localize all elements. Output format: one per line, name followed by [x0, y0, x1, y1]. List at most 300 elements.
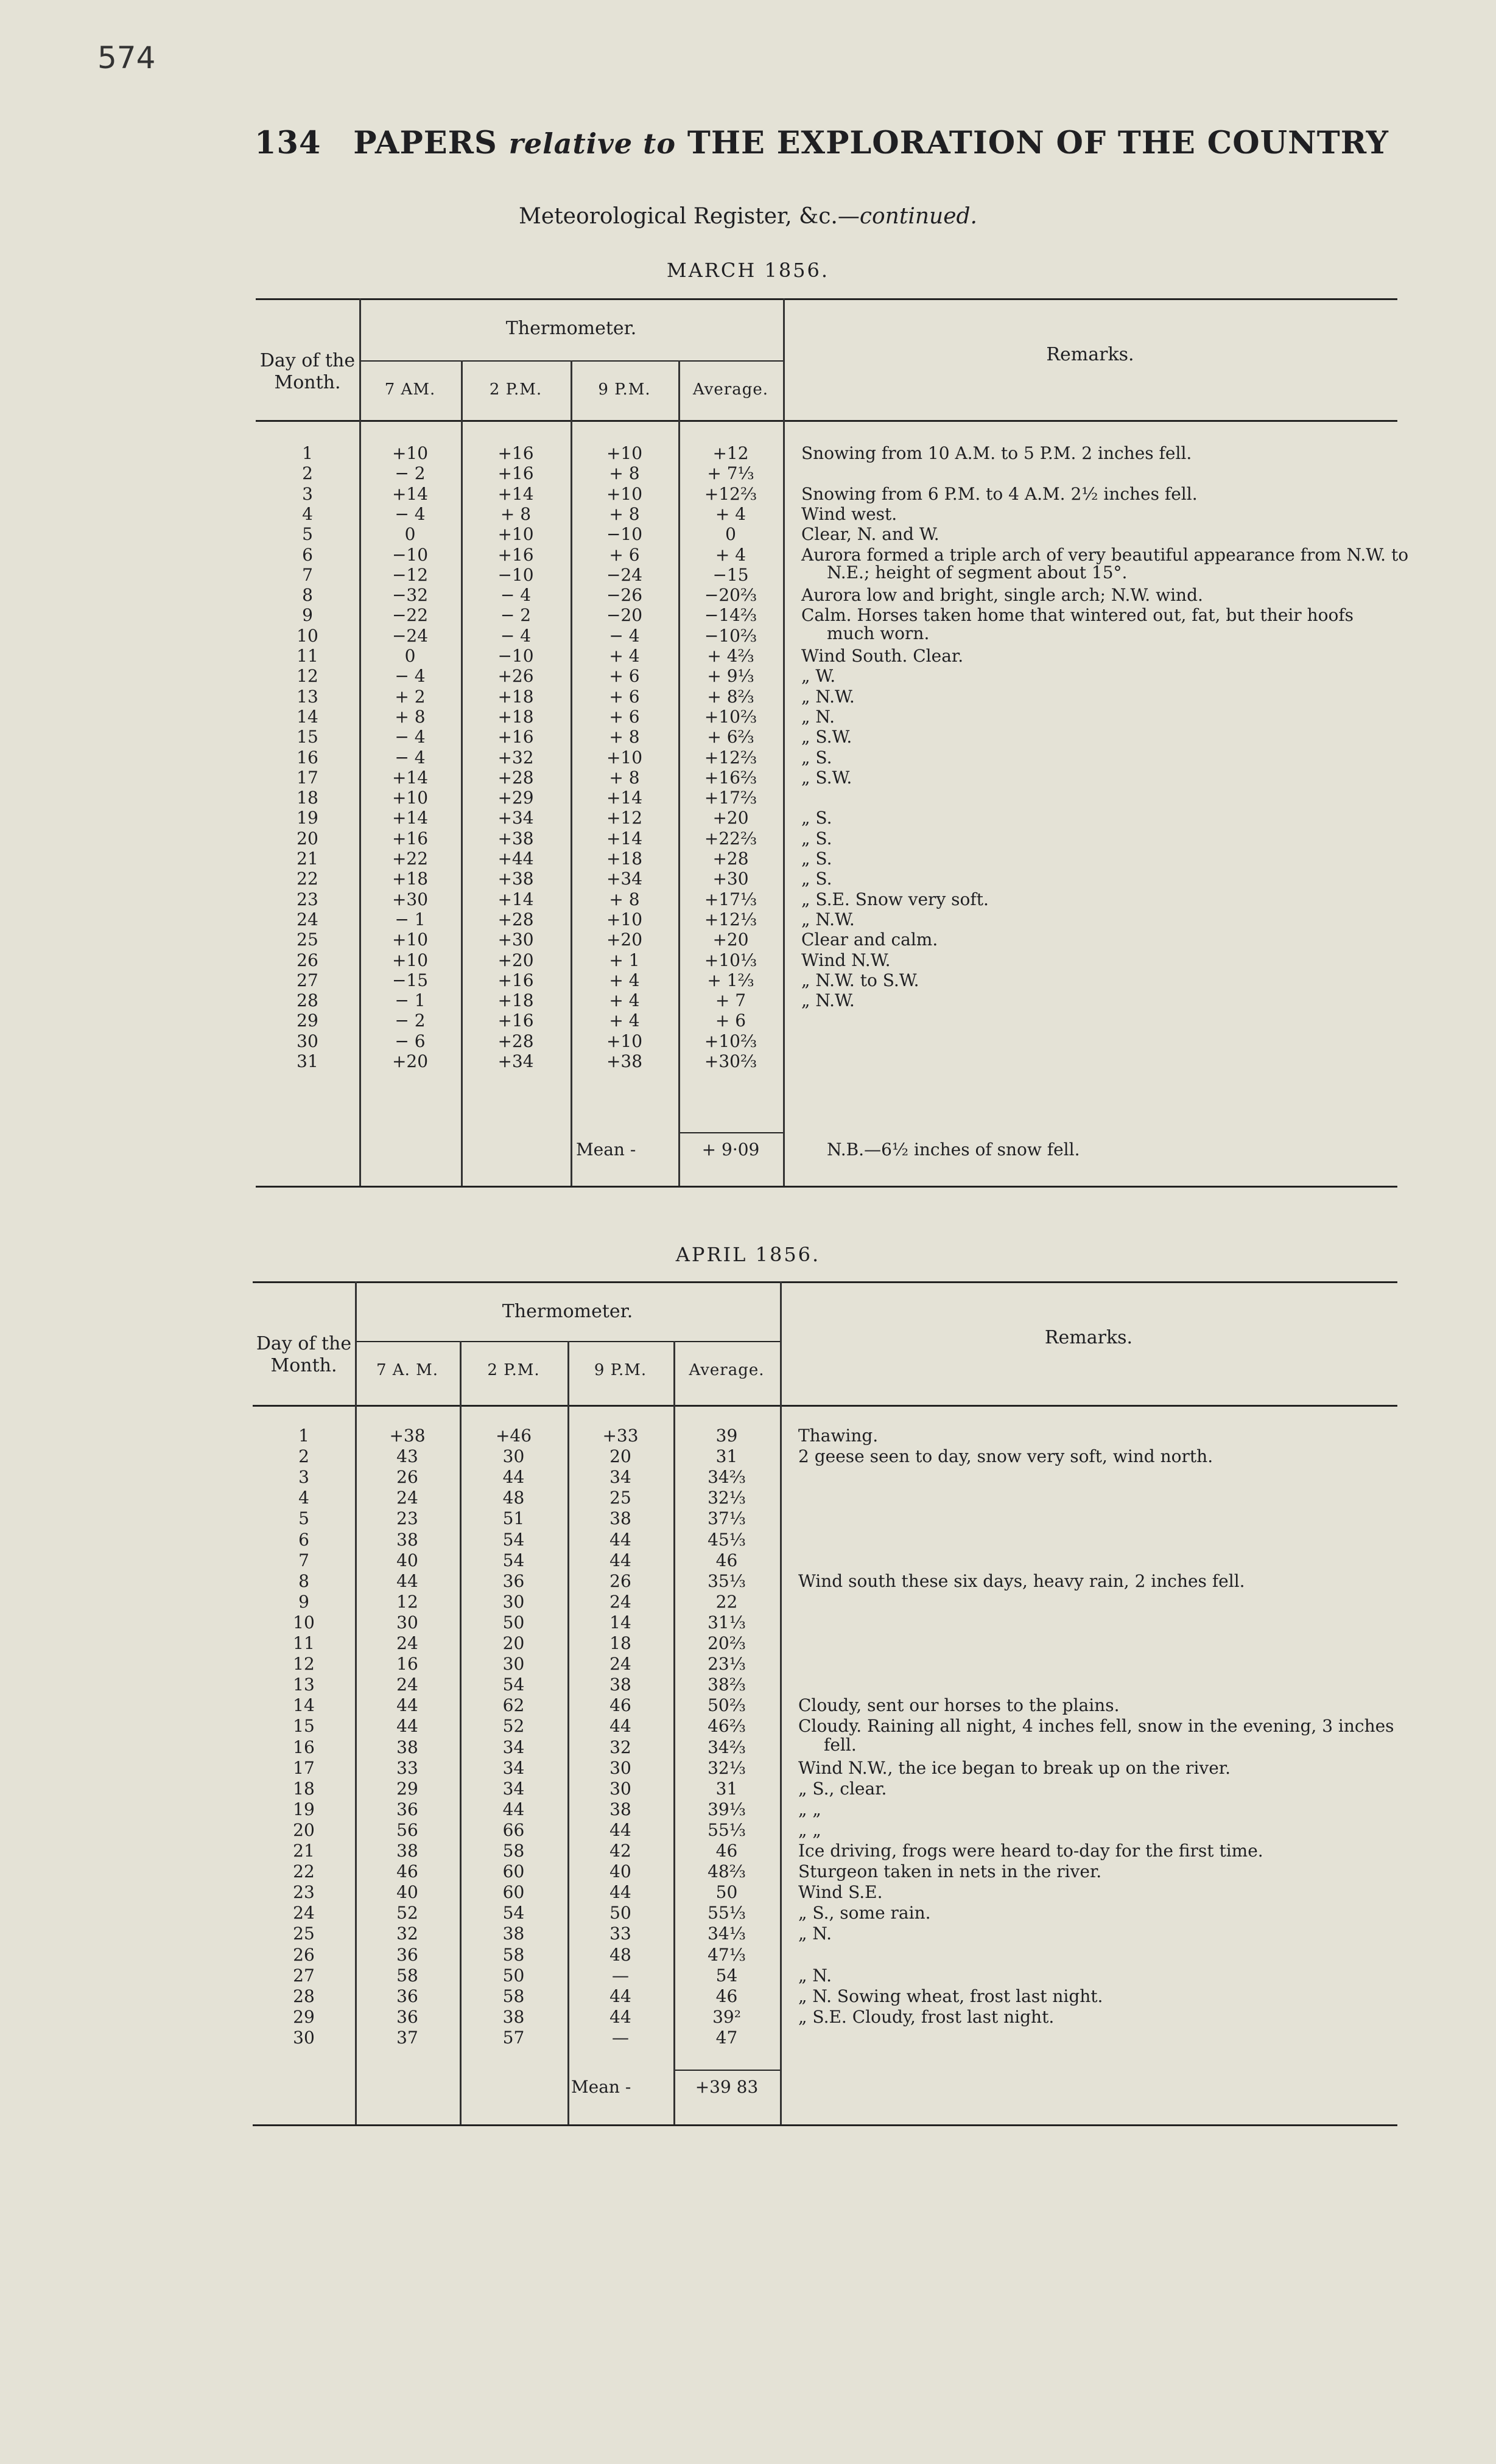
cell-average: 39⅓ [708, 1799, 746, 1819]
cell-7am: 40 [396, 1550, 418, 1570]
remark-text: Aurora formed a triple arch of very beautiful appearance from N.W. to [801, 544, 1409, 565]
day-cell: 28 [293, 1986, 315, 2006]
remark-text: „ S. [801, 828, 832, 849]
cell-2pm: 54 [502, 1529, 525, 1550]
remark-text: Clear, N. and W. [801, 524, 939, 545]
top-rule [256, 298, 1397, 300]
header-relative: relative to [508, 127, 676, 160]
day-cell: 28 [297, 990, 318, 1011]
cell-average: 34⅔ [708, 1467, 746, 1488]
mean-value: +39 83 [695, 2077, 759, 2097]
cell-2pm: 54 [502, 1903, 525, 1923]
cell-2pm: 62 [502, 1695, 525, 1716]
remark-text: Ice driving, frogs were heard to-day for the first time. [798, 1841, 1263, 1861]
header-bottom-rule [256, 420, 1397, 422]
cell-average: 48⅔ [708, 1861, 746, 1882]
remark-text: Clear and calm. [801, 929, 938, 950]
cell-average: 38⅔ [708, 1675, 746, 1695]
remark-text: „ S. [801, 808, 832, 828]
cell-average: +12⅓ [704, 909, 757, 929]
cell-9pm: 44 [609, 1986, 631, 2006]
cell-9pm: + 4 [609, 646, 640, 666]
cell-9pm: 38 [609, 1508, 631, 1529]
cell-2pm: 30 [502, 1591, 525, 1612]
cell-9pm: 46 [609, 1695, 631, 1716]
cell-9pm: −24 [606, 564, 643, 585]
mean-value: + 9·09 [701, 1139, 760, 1160]
remark-text: much worn. [827, 623, 930, 644]
march-title: MARCH 1856. [666, 259, 830, 282]
col-2pm-header: 2 P.M. [487, 1361, 540, 1379]
cell-9pm: + 8 [609, 463, 640, 484]
remark-text: „ N.W. [801, 686, 855, 707]
cell-2pm: + 8 [500, 503, 532, 524]
cell-7am: 16 [396, 1654, 418, 1675]
cell-average: +28 [712, 849, 749, 869]
cell-9pm: 44 [609, 1882, 631, 1903]
remark-text: Wind south these six days, heavy rain, 2 inches fell. [798, 1570, 1245, 1591]
day-cell: 21 [293, 1841, 315, 1861]
remark-text: „ N.W. to S.W. [801, 970, 919, 990]
cell-9pm: 30 [609, 1778, 631, 1799]
cell-9pm: + 8 [609, 727, 640, 747]
cell-average: +12⅔ [704, 747, 757, 768]
cell-average: 31⅓ [708, 1612, 746, 1633]
cell-2pm: +28 [497, 767, 534, 788]
cell-2pm: 44 [502, 1467, 525, 1488]
cell-7am: 23 [396, 1508, 418, 1529]
cell-average: 39 [715, 1426, 738, 1446]
day-cell: 5 [298, 1508, 309, 1529]
cell-2pm: +18 [497, 686, 534, 707]
remark-text: „ S.W. [801, 727, 852, 747]
remarks-header: Remarks. [1046, 344, 1134, 365]
cell-7am: −24 [392, 625, 429, 646]
remark-text: „ N. Sowing wheat, frost last night. [798, 1986, 1103, 2006]
cell-7am: − 2 [395, 1010, 426, 1031]
cell-average: + 6⅔ [707, 727, 754, 747]
day-cell: 6 [298, 1529, 309, 1550]
remark-text: fell. [824, 1735, 857, 1755]
day-cell: 10 [293, 1612, 315, 1633]
cell-2pm: +46 [495, 1426, 532, 1446]
day-cell: 1 [298, 1426, 309, 1446]
thermometer-header: Thermometer. [502, 1301, 633, 1322]
cell-7am: 36 [396, 2006, 418, 2027]
remarks-header: Remarks. [1044, 1327, 1133, 1348]
cell-average: + 1⅔ [707, 970, 754, 990]
cell-average: + 9⅓ [707, 666, 754, 687]
header-left: PAPERS [353, 125, 497, 161]
col-2pm-header: 2 P.M. [489, 380, 543, 399]
cell-2pm: 38 [502, 2006, 525, 2027]
cell-2pm: +18 [497, 990, 534, 1011]
day-cell: 26 [297, 950, 318, 970]
day-cell: 11 [297, 646, 318, 666]
cell-2pm: 30 [502, 1654, 525, 1675]
cell-2pm: +14 [497, 889, 534, 909]
cell-2pm: 34 [502, 1778, 525, 1799]
cell-7am: +16 [392, 828, 429, 849]
cell-7am: 24 [396, 1488, 418, 1508]
cell-7am: +18 [392, 869, 429, 889]
cell-9pm: 44 [609, 1529, 631, 1550]
cell-2pm: 57 [502, 2027, 525, 2048]
cell-2pm: +16 [497, 727, 534, 747]
day-cell: 19 [297, 808, 318, 828]
remark-text: Thawing. [798, 1426, 879, 1446]
cell-average: +10⅓ [704, 950, 757, 970]
cell-average: + 7⅓ [707, 463, 754, 484]
cell-2pm: − 4 [500, 625, 532, 646]
day-cell: 9 [302, 605, 313, 626]
cell-2pm: 38 [502, 1923, 525, 1944]
mean-rule [673, 2070, 780, 2071]
cell-7am: +38 [389, 1426, 426, 1446]
cell-2pm: 58 [502, 1944, 525, 1965]
cell-9pm: +20 [606, 929, 643, 950]
cell-2pm: +26 [497, 666, 534, 687]
cell-9pm: +10 [606, 443, 643, 463]
day-cell: 2 [302, 463, 313, 484]
cell-average: 45⅓ [708, 1529, 746, 1550]
april-title: APRIL 1856. [675, 1243, 821, 1266]
cell-7am: 29 [396, 1778, 418, 1799]
cell-2pm: +18 [497, 706, 534, 727]
remark-text: Sturgeon taken in nets in the river. [798, 1861, 1102, 1882]
cell-7am: +14 [392, 767, 429, 788]
cell-7am: 46 [396, 1861, 418, 1882]
cell-2pm: +16 [497, 1010, 534, 1031]
cell-9pm: + 8 [609, 767, 640, 788]
day-cell: 16 [293, 1737, 315, 1757]
day-cell: 24 [293, 1903, 315, 1923]
day-cell: 21 [297, 849, 318, 869]
cell-9pm: 44 [609, 2006, 631, 2027]
cell-7am: 58 [396, 1965, 418, 1986]
cell-average: 39² [712, 2006, 741, 2027]
cell-9pm: 24 [609, 1591, 631, 1612]
cell-average: +12 [712, 443, 749, 463]
cell-9pm: 44 [609, 1716, 631, 1737]
day-cell: 14 [293, 1695, 315, 1716]
cell-7am: − 1 [395, 909, 426, 929]
cell-7am: +10 [392, 443, 429, 463]
cell-average: + 4⅔ [707, 646, 754, 666]
cell-9pm: 30 [609, 1757, 631, 1778]
day-cell: 27 [297, 970, 318, 990]
cell-2pm: 50 [502, 1612, 525, 1633]
cell-2pm: 58 [502, 1986, 525, 2006]
day-cell: 4 [298, 1488, 309, 1508]
cell-7am: 36 [396, 1986, 418, 2006]
subtitle-continued: continued. [859, 204, 977, 229]
day-cell: 25 [293, 1923, 315, 1944]
day-cell: 8 [302, 585, 313, 606]
day-cell: 30 [293, 2027, 315, 2048]
remark-text: „ S.E. Snow very soft. [801, 889, 989, 909]
cell-7am: +30 [392, 889, 429, 909]
cell-7am: − 2 [395, 463, 426, 484]
remark-text: „ S. [801, 869, 832, 889]
day-cell: 29 [297, 1010, 318, 1031]
cell-average: 46 [715, 1841, 738, 1861]
cell-9pm: 33 [609, 1923, 631, 1944]
day-cell: 16 [297, 747, 318, 768]
day-cell: 17 [297, 767, 318, 788]
cell-7am: +22 [392, 849, 429, 869]
cell-2pm: 44 [502, 1799, 525, 1819]
remark-text: Wind S.E. [798, 1882, 883, 1903]
cell-9pm: 50 [609, 1903, 631, 1923]
cell-7am: 32 [396, 1923, 418, 1944]
cell-average: + 6 [715, 1010, 746, 1031]
cell-2pm: −10 [497, 564, 534, 585]
cell-average: 23⅓ [708, 1654, 746, 1675]
column-divider [780, 1281, 782, 2124]
cell-9pm: +10 [606, 909, 643, 929]
cell-average: 32⅓ [708, 1488, 746, 1508]
cell-2pm: +44 [497, 849, 534, 869]
day-cell: 3 [302, 483, 313, 504]
cell-average: + 8⅔ [707, 686, 754, 707]
day-cell: 29 [293, 2006, 315, 2027]
remark-text: „ S. [801, 849, 832, 869]
remark-text: „ S., clear. [798, 1778, 887, 1799]
cell-7am: − 4 [395, 747, 426, 768]
cell-7am: 37 [396, 2027, 418, 2048]
header-page-number: 134 [255, 125, 321, 161]
day-cell: 20 [297, 828, 318, 849]
remark-text: Snowing from 10 A.M. to 5 P.M. 2 inches fell. [801, 443, 1192, 463]
remark-text: Calm. Horses taken home that wintered out, fat, but their hoofs [801, 605, 1354, 626]
cell-average: 46⅔ [708, 1716, 746, 1737]
remark-text: „ S.W. [801, 767, 852, 788]
remark-text: „ „ [798, 1819, 821, 1840]
col-7am-header: 7 A. M. [376, 1361, 438, 1379]
cell-9pm: + 1 [609, 950, 640, 970]
day-cell: 30 [297, 1031, 318, 1051]
day-cell: 1 [302, 443, 313, 463]
cell-7am: 38 [396, 1841, 418, 1861]
cell-2pm: +10 [497, 524, 534, 545]
cell-2pm: 54 [502, 1550, 525, 1570]
cell-7am: 38 [396, 1737, 418, 1757]
cell-average: 54 [715, 1965, 738, 1986]
cell-9pm: 38 [609, 1675, 631, 1695]
cell-2pm: +20 [497, 950, 534, 970]
cell-2pm: − 4 [500, 585, 532, 606]
cell-7am: + 2 [395, 686, 426, 707]
col-9pm-header: 9 P.M. [598, 380, 651, 399]
cell-9pm: +14 [606, 788, 643, 808]
remark-text: Wind west. [801, 503, 897, 524]
cell-average: −20⅔ [704, 585, 757, 606]
cell-9pm: − 4 [609, 625, 640, 646]
cell-9pm: + 4 [609, 970, 640, 990]
day-cell: 7 [298, 1550, 309, 1570]
day-cell: 7 [302, 564, 313, 585]
cell-9pm: −10 [606, 524, 643, 545]
cell-7am: − 4 [395, 727, 426, 747]
cell-2pm: +16 [497, 463, 534, 484]
cell-7am: 26 [396, 1467, 418, 1488]
col-average-header: Average. [689, 1361, 765, 1379]
cell-average: 55⅓ [708, 1819, 746, 1840]
cell-2pm: 34 [502, 1737, 525, 1757]
cell-2pm: − 2 [500, 605, 532, 626]
remark-text: „ S.E. Cloudy, frost last night. [798, 2006, 1055, 2027]
cell-average: −14⅔ [704, 605, 757, 626]
cell-9pm: 44 [609, 1550, 631, 1570]
cell-7am: 44 [396, 1716, 418, 1737]
cell-7am: +10 [392, 788, 429, 808]
cell-9pm: 42 [609, 1841, 631, 1861]
cell-9pm: +10 [606, 747, 643, 768]
day-cell: 20 [293, 1819, 315, 1840]
cell-7am: 36 [396, 1944, 418, 1965]
cell-7am: − 4 [395, 503, 426, 524]
cell-2pm: 51 [502, 1508, 525, 1529]
cell-9pm: — [612, 1965, 629, 1986]
mean-label: Mean - [571, 2077, 631, 2097]
remark-text: „ N. [798, 1965, 832, 1986]
column-divider [783, 298, 785, 1186]
cell-2pm: 50 [502, 1965, 525, 1986]
cell-9pm: −20 [606, 605, 643, 626]
day-cell: 3 [298, 1467, 309, 1488]
day-cell: 5 [302, 524, 313, 545]
cell-7am: −12 [392, 564, 429, 585]
bottom-rule [256, 1186, 1397, 1188]
bottom-rule [253, 2124, 1397, 2126]
cell-2pm: +16 [497, 970, 534, 990]
cell-average: + 7 [715, 990, 746, 1011]
col-9pm-header: 9 P.M. [594, 1361, 647, 1379]
cell-9pm: +10 [606, 1031, 643, 1051]
remark-text: Aurora low and bright, single arch; N.W. wind. [801, 585, 1203, 606]
cell-7am: +10 [392, 950, 429, 970]
remark-text: „ N. [798, 1923, 832, 1944]
day-cell: 6 [302, 544, 313, 565]
cell-9pm: +38 [606, 1051, 643, 1071]
cell-average: 46 [715, 1550, 738, 1570]
cell-9pm: + 6 [609, 544, 640, 565]
cell-9pm: + 8 [609, 503, 640, 524]
cell-9pm: + 4 [609, 990, 640, 1011]
cell-9pm: +34 [606, 869, 643, 889]
remark-text: „ N.W. [801, 909, 855, 929]
cell-average: +10⅔ [704, 1031, 757, 1051]
day-cell: 18 [297, 788, 318, 808]
cell-2pm: +32 [497, 747, 534, 768]
cell-9pm: 20 [609, 1446, 631, 1467]
cell-9pm: 25 [609, 1488, 631, 1508]
cell-9pm: −26 [606, 585, 643, 606]
cell-7am: 0 [404, 524, 416, 545]
page-number: 574 [97, 40, 156, 75]
cell-average: +20 [712, 808, 749, 828]
cell-7am: −10 [392, 544, 429, 565]
remark-text: „ N.W. [801, 990, 855, 1011]
cell-average: + 4 [715, 544, 746, 565]
cell-7am: −15 [392, 970, 429, 990]
cell-2pm: 36 [502, 1570, 525, 1591]
header-right: THE EXPLORATION OF THE COUNTRY [687, 125, 1389, 161]
day-cell: 9 [298, 1591, 309, 1612]
cell-2pm: 60 [502, 1861, 525, 1882]
cell-2pm: +34 [497, 808, 534, 828]
remark-text: 2 geese seen to day, snow very soft, wind north. [798, 1446, 1213, 1467]
cell-7am: 24 [396, 1675, 418, 1695]
cell-7am: +14 [392, 808, 429, 828]
cell-9pm: 44 [609, 1819, 631, 1840]
cell-average: 34⅔ [708, 1737, 746, 1757]
day-cell: 15 [297, 727, 318, 747]
cell-average: + 4 [715, 503, 746, 524]
cell-9pm: 18 [609, 1633, 631, 1653]
cell-7am: +10 [392, 929, 429, 950]
cell-2pm: +30 [497, 929, 534, 950]
cell-2pm: +29 [497, 788, 534, 808]
cell-average: 35⅓ [708, 1570, 746, 1591]
cell-7am: 24 [396, 1633, 418, 1653]
cell-9pm: 26 [609, 1570, 631, 1591]
cell-average: +20 [712, 929, 749, 950]
cell-2pm: 58 [502, 1841, 525, 1861]
cell-7am: 43 [396, 1446, 418, 1467]
cell-9pm: +33 [602, 1426, 639, 1446]
cell-7am: 44 [396, 1570, 418, 1591]
cell-7am: +14 [392, 483, 429, 504]
cell-average: 47 [715, 2027, 738, 2048]
cell-average: 20⅔ [708, 1633, 746, 1653]
cell-2pm: +14 [497, 483, 534, 504]
cell-7am: − 4 [395, 666, 426, 687]
cell-average: −10⅔ [704, 625, 757, 646]
cell-average: 34⅓ [708, 1923, 746, 1944]
cell-2pm: +34 [497, 1051, 534, 1071]
cell-2pm: 34 [502, 1757, 525, 1778]
cell-average: 47⅓ [708, 1944, 746, 1965]
mean-rule [678, 1132, 783, 1133]
cell-average: 0 [725, 524, 736, 545]
day-cell: 4 [302, 503, 313, 524]
cell-9pm: +12 [606, 808, 643, 828]
day-cell: 27 [293, 1965, 315, 1986]
day-cell: 18 [293, 1778, 315, 1799]
cell-2pm: 30 [502, 1446, 525, 1467]
remark-text: Wind N.W., the ice began to break up on the river. [798, 1757, 1231, 1778]
cell-2pm: 60 [502, 1882, 525, 1903]
cell-7am: − 1 [395, 990, 426, 1011]
cell-7am: 52 [396, 1903, 418, 1923]
mean-label: Mean - [576, 1139, 636, 1160]
cell-9pm: 14 [609, 1612, 631, 1633]
day-cell: 22 [293, 1861, 315, 1882]
cell-average: +10⅔ [704, 706, 757, 727]
day-cell: 12 [293, 1654, 315, 1675]
day-cell: 11 [293, 1633, 315, 1653]
cell-7am: − 6 [395, 1031, 426, 1051]
cell-average: +17⅓ [704, 889, 757, 909]
cell-2pm: 54 [502, 1675, 525, 1695]
day-cell: 23 [293, 1882, 315, 1903]
cell-9pm: + 6 [609, 706, 640, 727]
day-cell: 8 [298, 1570, 309, 1591]
day-cell: 2 [298, 1446, 309, 1467]
remark-text: Wind N.W. [801, 950, 891, 970]
